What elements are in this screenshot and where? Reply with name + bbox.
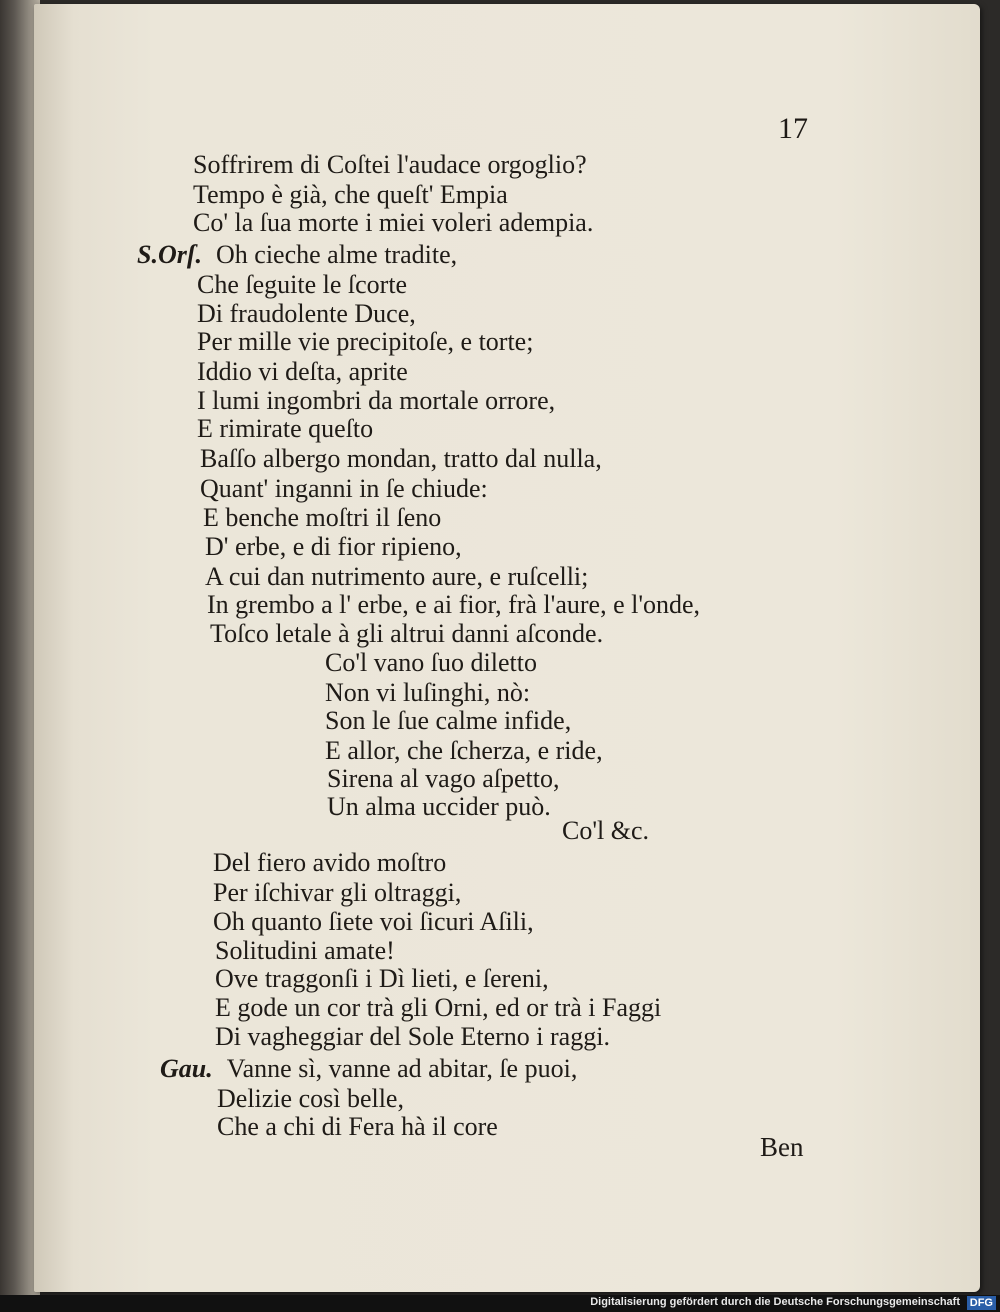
verse-line: Non vi luſinghi, nò: xyxy=(325,678,531,707)
speaker-label: S.Orſ. xyxy=(137,240,203,269)
digitization-footer xyxy=(0,1295,1000,1312)
verse-line: Co'l vano ſuo diletto xyxy=(325,648,537,677)
verse-line: E benche moſtri il ſeno xyxy=(203,503,442,532)
verse-line: Di vagheggiar del Sole Eterno i raggi. xyxy=(215,1022,610,1051)
verse-line: Solitudini amate! xyxy=(215,936,395,965)
verse-line: Che a chi di Fera hà il core xyxy=(217,1112,498,1141)
verse-line: Oh quanto ſiete voi ſicuri Aſili, xyxy=(213,907,534,936)
verse-line: Di fraudolente Duce, xyxy=(197,299,416,328)
verse-line: Quant' inganni in ſe chiude: xyxy=(200,474,488,503)
verse-line: E gode un cor trà gli Orni, ed or trà i Faggi xyxy=(215,993,662,1022)
page-number: 17 xyxy=(778,112,808,145)
verse-line: Co' la ſua morte i miei voleri adempia. xyxy=(193,208,594,237)
verse-line: Delizie così belle, xyxy=(217,1084,404,1113)
verse-line: I lumi ingombri da mortale orrore, xyxy=(197,386,556,415)
verse-line: S.Orſ. Oh cieche alme tradite, xyxy=(137,240,458,269)
verse-line: Per iſchivar gli oltraggi, xyxy=(213,878,462,907)
verse-line: Sirena al vago aſpetto, xyxy=(327,764,560,793)
verse-line: Ove traggonſi i Dì lieti, e ſereni, xyxy=(215,964,549,993)
verse-line: E rimirate queſto xyxy=(197,414,374,443)
verse-line: Toſco letale à gli altrui danni aſconde. xyxy=(210,619,604,648)
verse-line: A cui dan nutrimento aure, e ruſcelli; xyxy=(205,562,589,591)
catchword: Ben xyxy=(760,1132,804,1162)
dfg-logo: DFG xyxy=(967,1296,996,1310)
speaker-label: Gau. xyxy=(160,1054,213,1083)
verse-line: In grembo a l' erbe, e ai fior, frà l'aure, e l'onde, xyxy=(207,590,701,619)
verse-line: Tempo è già, che queſt' Empia xyxy=(193,180,508,209)
verse-line: Per mille vie precipitoſe, e torte; xyxy=(197,327,534,356)
verse-line: D' erbe, e di fior ripieno, xyxy=(205,532,462,561)
verse-line: Son le ſue calme infide, xyxy=(325,706,572,735)
verse-line: Un alma uccider può. xyxy=(327,792,551,821)
verse-line: Co'l &c. xyxy=(562,816,650,845)
verse-line: Del fiero avido moſtro xyxy=(213,848,447,877)
verse-line: Iddio vi deſta, aprite xyxy=(197,357,408,386)
verse-line: Baſſo albergo mondan, tratto dal nulla, xyxy=(200,444,602,473)
verse-line: Gau. Vanne sì, vanne ad abitar, ſe puoi, xyxy=(160,1054,578,1083)
verse-line: E allor, che ſcherza, e ride, xyxy=(325,736,603,765)
verse-line: Soffrirem di Coſtei l'audace orgoglio? xyxy=(193,150,587,179)
verse-line: Che ſeguite le ſcorte xyxy=(197,270,408,299)
footer-credit: Digitalisierung gefördert durch die Deutsche Forschungsgemeinschaft xyxy=(590,1296,960,1308)
